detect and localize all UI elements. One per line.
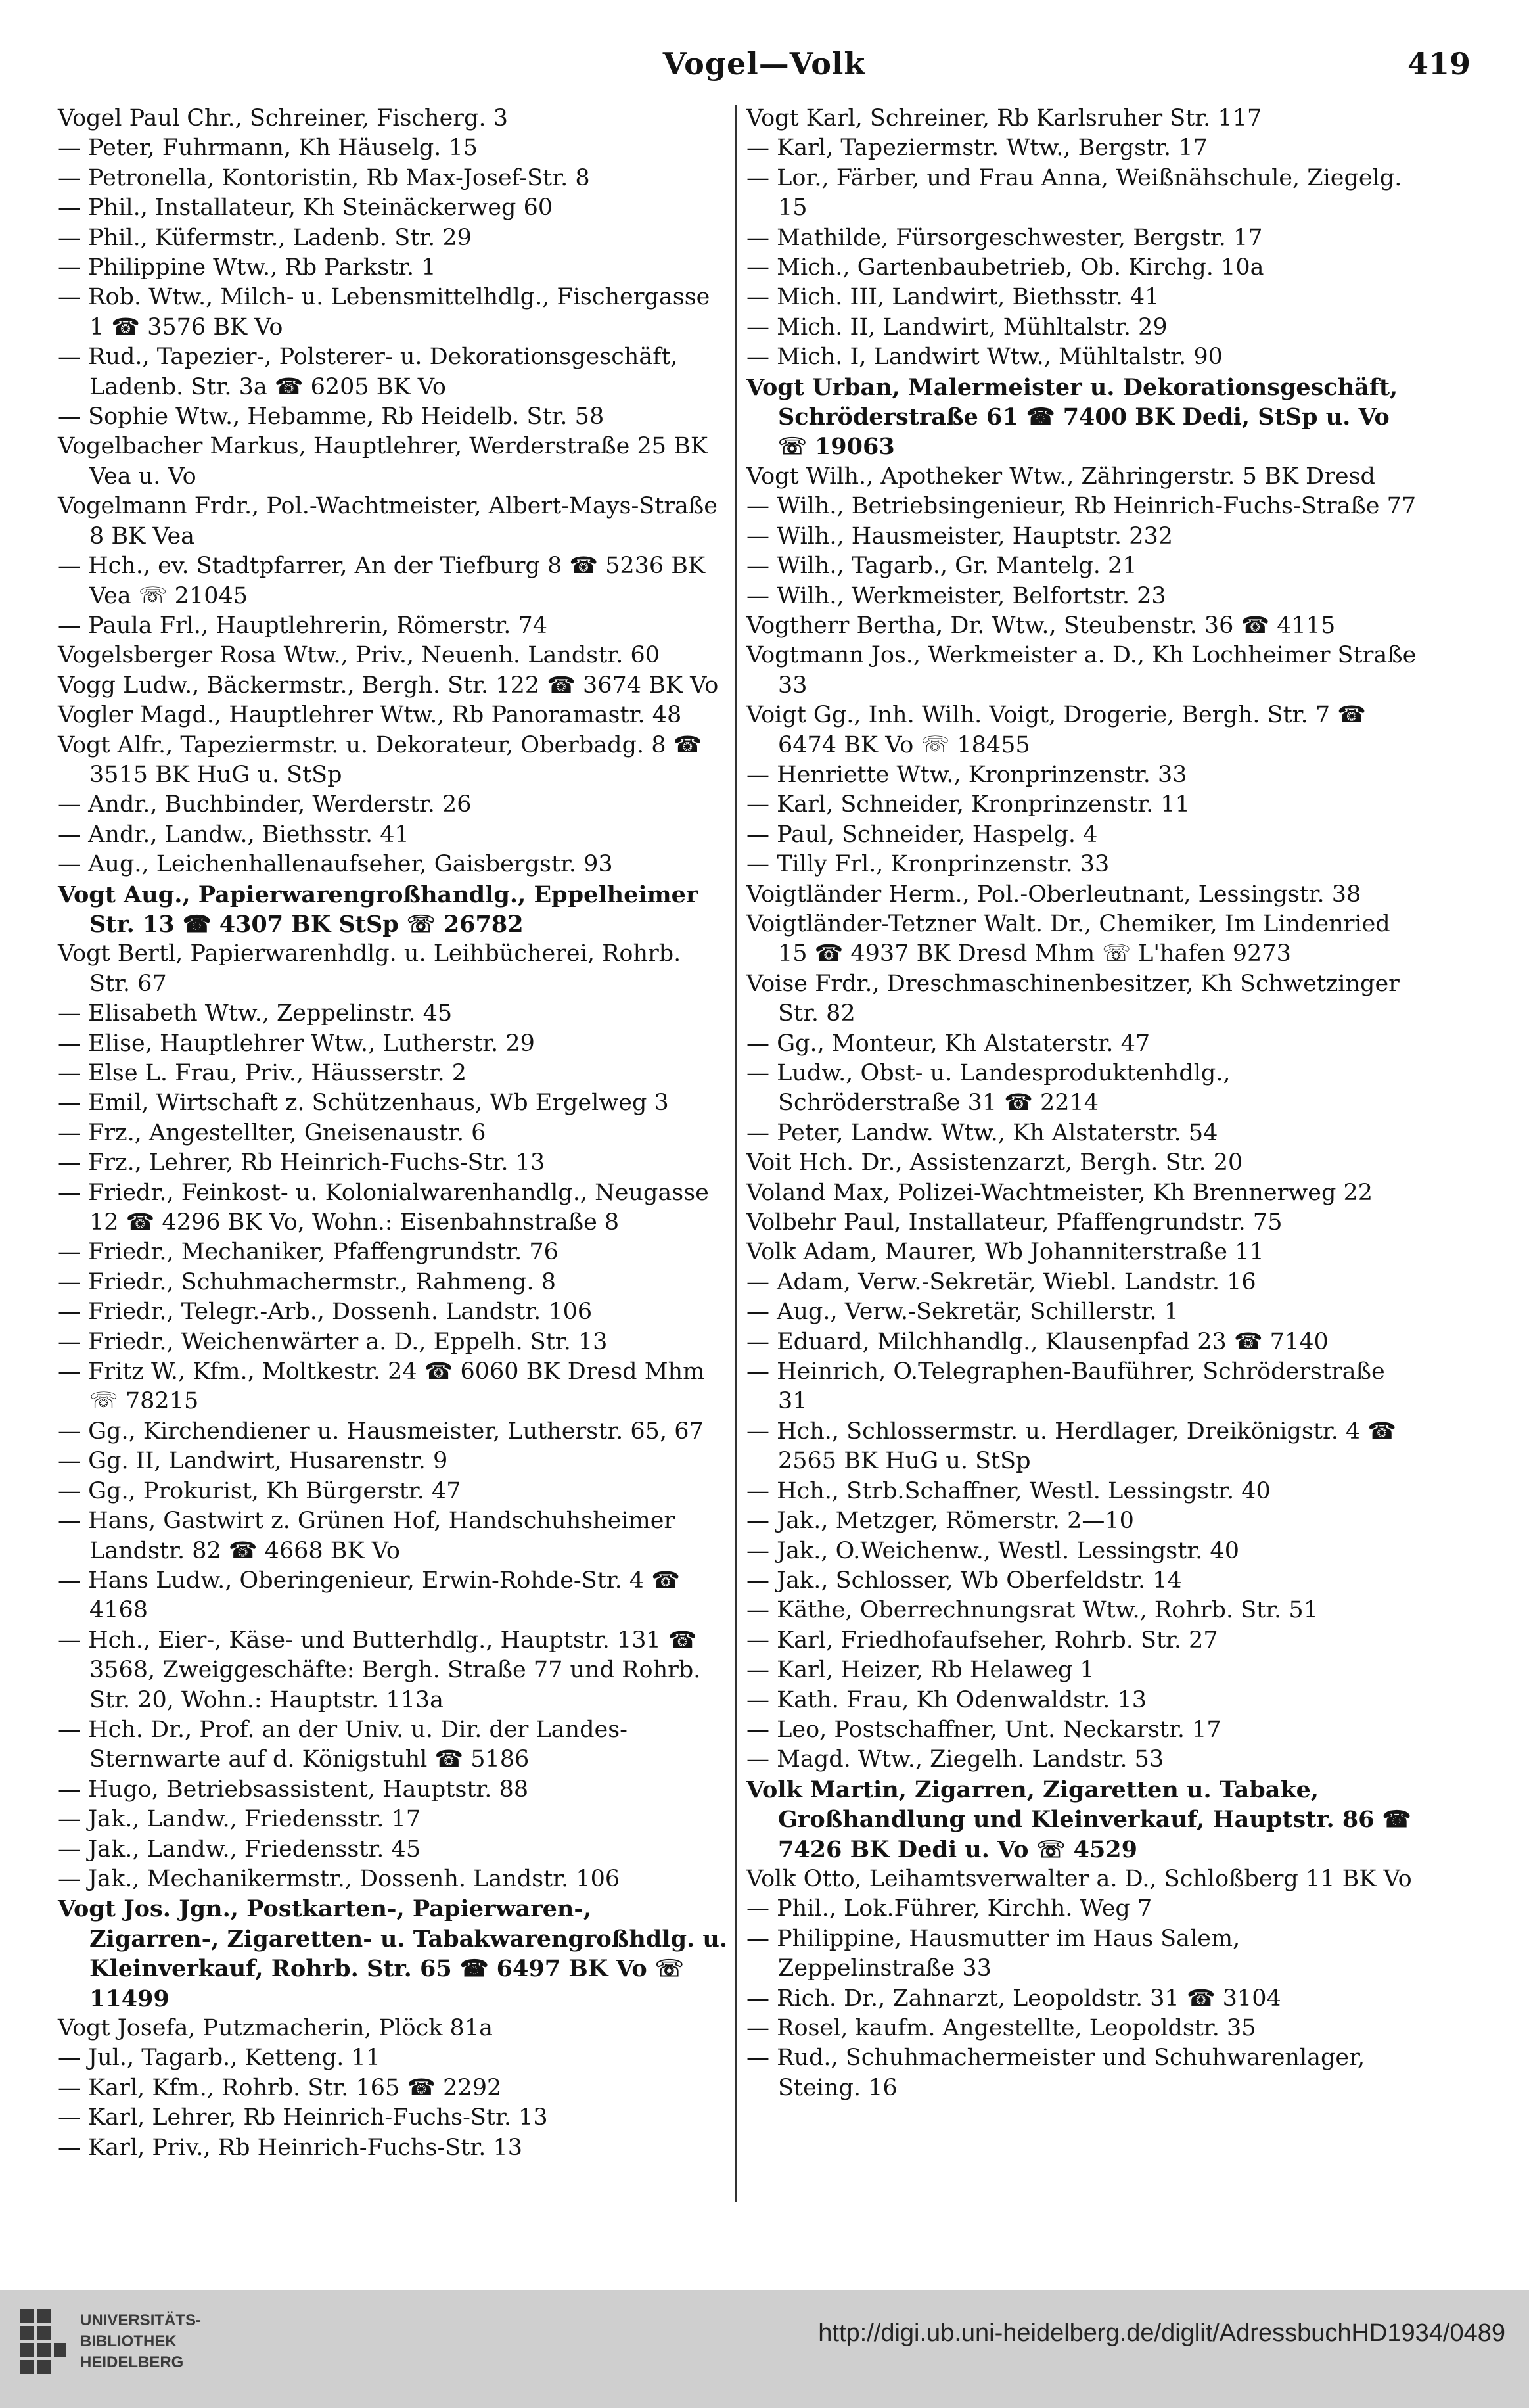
directory-entry: — Friedr., Feinkost- u. Kolonialwarenhandlg., Neugasse 12 ☎ 4296 BK Vo, Wohn.: Eisenbahnstraße 8 xyxy=(58,1179,709,1236)
directory-entry: — Magd. Wtw., Ziegelh. Landstr. 53 xyxy=(746,1746,1164,1773)
directory-entry: — Peter, Fuhrmann, Kh Häuselg. 15 xyxy=(58,135,478,162)
directory-entry: Vogt Aug., Papierwarengroßhandlg., Eppelheimer Str. 13 ☎ 4307 BK StSp ☏ 26782 xyxy=(58,881,698,938)
directory-entry: — Jak., Landw., Friedensstr. 45 xyxy=(58,1836,421,1863)
directory-entry: — Friedr., Weichenwärter a. D., Eppelh. Str. 13 xyxy=(58,1328,608,1355)
directory-entry: — Else L. Frau, Priv., Häusserstr. 2 xyxy=(58,1060,467,1086)
directory-entry: — Mich. I, Landwirt Wtw., Mühltalstr. 90 xyxy=(746,344,1223,371)
institution-name xyxy=(80,2310,201,2373)
directory-entry: — Philippine Wtw., Rb Parkstr. 1 xyxy=(58,254,436,281)
directory-entry: — Rosel, kaufm. Angestellte, Leopoldstr. 35 xyxy=(746,2015,1256,2041)
directory-entry: — Hch., Strb.Schaffner, Westl. Lessingstr. 40 xyxy=(746,1477,1271,1504)
directory-entry: — Jul., Tagarb., Ketteng. 11 xyxy=(58,2045,381,2072)
directory-entry: Vogt Jos. Jgn., Postkarten-, Papierwaren-, Zigarren-, Zigaretten- u. Tabakwarengroßhdlg. u. Kleinverkauf, Rohrb. Str. 65 ☎ 6497 BK Vo ☏ 11499 xyxy=(58,1895,728,2012)
directory-entry: — Mich. III, Landwirt, Biethsstr. 41 xyxy=(746,284,1160,311)
directory-entry: — Hch., ev. Stadtpfarrer, An der Tiefburg 8 ☎ 5236 BK Vea ☏ 21045 xyxy=(58,553,706,609)
directory-entry: — Wilh., Hausmeister, Hauptstr. 232 xyxy=(746,522,1174,549)
institution-line: UNIVERSITÄTS- xyxy=(80,2311,202,2329)
directory-entry: — Mich., Gartenbaubetrieb, Ob. Kirchg. 10a xyxy=(746,254,1264,281)
directory-entry: Volk Adam, Maurer, Wb Johanniterstraße 11 xyxy=(746,1239,1264,1266)
directory-entry: — Fritz W., Kfm., Moltkestr. 24 ☎ 6060 BK Dresd Mhm ☏ 78215 xyxy=(58,1358,705,1415)
directory-entry: — Gg., Kirchendiener u. Hausmeister, Lutherstr. 65, 67 xyxy=(58,1418,704,1445)
directory-entry: — Jak., Schlosser, Wb Oberfeldstr. 14 xyxy=(746,1567,1182,1594)
directory-entry: Vogelmann Frdr., Pol.-Wachtmeister, Albert-Mays-Straße 8 BK Vea xyxy=(58,493,718,549)
directory-entry: — Karl, Priv., Rb Heinrich-Fuchs-Str. 13 xyxy=(58,2134,523,2161)
directory-entry: — Sophie Wtw., Hebamme, Rb Heidelb. Str. 58 xyxy=(58,404,605,430)
directory-entry: — Elisabeth Wtw., Zeppelinstr. 45 xyxy=(58,1000,453,1027)
directory-entry: — Eduard, Milchhandlg., Klausenpfad 23 ☎ 7140 xyxy=(746,1328,1329,1355)
directory-entry: Voigt Gg., Inh. Wilh. Voigt, Drogerie, Bergh. Str. 7 ☎ 6474 BK Vo ☏ 18455 xyxy=(746,702,1366,758)
directory-entry: Vogler Magd., Hauptlehrer Wtw., Rb Panoramastr. 48 xyxy=(58,702,682,729)
directory-entry: — Petronella, Kontoristin, Rb Max-Josef-Str. 8 xyxy=(58,164,590,191)
directory-entry: — Tilly Frl., Kronprinzenstr. 33 xyxy=(746,851,1110,878)
directory-entry: — Aug., Leichenhallenaufseher, Gaisbergstr. 93 xyxy=(58,851,613,878)
directory-entry: — Wilh., Tagarb., Gr. Mantelg. 21 xyxy=(746,553,1137,580)
directory-entry: — Peter, Landw. Wtw., Kh Alstaterstr. 54 xyxy=(746,1119,1218,1146)
directory-entry: — Karl, Schneider, Kronprinzenstr. 11 xyxy=(746,791,1190,818)
directory-entry: — Friedr., Schuhmachermstr., Rahmeng. 8 xyxy=(58,1268,556,1295)
directory-entry: Voland Max, Polizei-Wachtmeister, Kh Brennerweg 22 xyxy=(746,1179,1373,1206)
directory-entry: — Gg., Monteur, Kh Alstaterstr. 47 xyxy=(746,1030,1151,1057)
directory-entry: Voigtländer Herm., Pol.-Oberleutnant, Lessingstr. 38 xyxy=(746,881,1361,908)
directory-entry: — Gg., Prokurist, Kh Bürgerstr. 47 xyxy=(58,1477,461,1504)
directory-entry: — Adam, Verw.-Sekretär, Wiebl. Landstr. 16 xyxy=(746,1268,1256,1295)
right-column xyxy=(746,104,1417,2103)
directory-entry: — Henriette Wtw., Kronprinzenstr. 33 xyxy=(746,761,1187,788)
directory-entry: Vogt Bertl, Papierwarenhdlg. u. Leihbücherei, Rohrb. Str. 67 xyxy=(58,940,681,997)
running-title: Vogel—Volk xyxy=(662,46,866,81)
directory-entry: Voit Hch. Dr., Assistenzarzt, Bergh. Str. 20 xyxy=(746,1149,1243,1176)
directory-entry: — Mathilde, Fürsorgeschwester, Bergstr. 17 xyxy=(746,224,1263,251)
directory-entry: — Mich. II, Landwirt, Mühltalstr. 29 xyxy=(746,313,1168,340)
directory-entry: — Heinrich, O.Telegraphen-Bauführer, Schröderstraße 31 xyxy=(746,1358,1385,1415)
directory-entry: — Friedr., Telegr.-Arb., Dossenh. Landstr. 106 xyxy=(58,1299,593,1326)
directory-entry: Vogelbacher Markus, Hauptlehrer, Werderstraße 25 BK Vea u. Vo xyxy=(58,433,708,490)
directory-entry: — Phil., Installateur, Kh Steinäckerweg 60 xyxy=(58,195,553,221)
directory-entry: — Hans Ludw., Oberingenieur, Erwin-Rohde-Str. 4 ☎ 4168 xyxy=(58,1567,680,1624)
source-url-link[interactable]: http://digi.ub.uni-heidelberg.de/diglit/AdressbuchHD1934/0489 xyxy=(818,2319,1505,2347)
directory-entry: Voigtländer-Tetzner Walt. Dr., Chemiker, Im Lindenried 15 ☎ 4937 BK Dresd Mhm ☏ L'hafen 9273 xyxy=(746,910,1390,967)
directory-entry: — Jak., Metzger, Römerstr. 2—10 xyxy=(746,1508,1134,1535)
footer-bar xyxy=(0,2290,1529,2408)
directory-entry: Vogtherr Bertha, Dr. Wtw., Steubenstr. 36 ☎ 4115 xyxy=(746,612,1336,639)
ub-heidelberg-logo-icon xyxy=(20,2309,66,2374)
column-divider xyxy=(735,105,737,2202)
directory-entry: — Andr., Landw., Biethsstr. 41 xyxy=(58,821,409,848)
directory-entry: — Jak., O.Weichenw., Westl. Lessingstr. 40 xyxy=(746,1537,1240,1564)
directory-entry: Vogt Wilh., Apotheker Wtw., Zähringerstr. 5 BK Dresd xyxy=(746,463,1375,490)
directory-entry: Volk Martin, Zigarren, Zigaretten u. Tabake, Großhandlung und Kleinverkauf, Hauptstr. 86 ☎ 7426 BK Dedi u. Vo ☏ 4529 xyxy=(746,1776,1411,1863)
directory-entry: Vogt Karl, Schreiner, Rb Karlsruher Str. 117 xyxy=(746,105,1262,131)
directory-entry: — Rud., Schuhmachermeister und Schuhwarenlager, Steing. 16 xyxy=(746,2045,1365,2101)
directory-entry: — Karl, Heizer, Rb Helaweg 1 xyxy=(746,1657,1095,1684)
directory-entry: — Lor., Färber, und Frau Anna, Weißnähschule, Ziegelg. 15 xyxy=(746,164,1402,221)
directory-entry: — Wilh., Werkmeister, Belfortstr. 23 xyxy=(746,582,1166,609)
directory-entry: Vogelsberger Rosa Wtw., Priv., Neuenh. Landstr. 60 xyxy=(58,642,660,669)
directory-entry: — Frz., Angestellter, Gneisenaustr. 6 xyxy=(58,1119,486,1146)
directory-entry: — Rob. Wtw., Milch- u. Lebensmittelhdlg., Fischergasse 1 ☎ 3576 BK Vo xyxy=(58,284,710,340)
directory-entry: — Kath. Frau, Kh Odenwaldstr. 13 xyxy=(746,1686,1147,1713)
directory-entry: — Elise, Hauptlehrer Wtw., Lutherstr. 29 xyxy=(58,1030,535,1057)
directory-entry: — Rud., Tapezier-, Polsterer- u. Dekorationsgeschäft, Ladenb. Str. 3a ☎ 6205 BK Vo xyxy=(58,344,678,400)
directory-entry: — Hugo, Betriebsassistent, Hauptstr. 88 xyxy=(58,1776,529,1803)
directory-entry: — Jak., Mechanikermstr., Dossenh. Landstr. 106 xyxy=(58,1865,620,1892)
directory-entry: — Aug., Verw.-Sekretär, Schillerstr. 1 xyxy=(746,1299,1179,1326)
directory-entry: Voise Frdr., Dreschmaschinenbesitzer, Kh Schwetzinger Str. 82 xyxy=(746,970,1400,1027)
directory-entry: — Käthe, Oberrechnungsrat Wtw., Rohrb. Str. 51 xyxy=(746,1597,1318,1624)
directory-entry: — Gg. II, Landwirt, Husarenstr. 9 xyxy=(58,1448,448,1475)
directory-entry: — Wilh., Betriebsingenieur, Rb Heinrich-Fuchs-Straße 77 xyxy=(746,493,1417,520)
directory-entry: — Phil., Lok.Führer, Kirchh. Weg 7 xyxy=(746,1895,1152,1922)
directory-entry: — Friedr., Mechaniker, Pfaffengrundstr. 76 xyxy=(58,1239,559,1266)
directory-entry: — Paul, Schneider, Haspelg. 4 xyxy=(746,821,1098,848)
directory-entry: — Emil, Wirtschaft z. Schützenhaus, Wb Ergelweg 3 xyxy=(58,1090,669,1117)
directory-entry: — Karl, Friedhofaufseher, Rohrb. Str. 27 xyxy=(746,1627,1218,1654)
directory-entry: — Hch., Eier-, Käse- und Butterhdlg., Hauptstr. 131 ☎ 3568, Zweiggeschäfte: Bergh. Straße 77 und Rohrb. Str. 20, Wohn.: Hauptstr. 113a xyxy=(58,1627,701,1713)
page-header xyxy=(58,46,1471,85)
directory-entry: — Jak., Landw., Friedensstr. 17 xyxy=(58,1806,421,1833)
directory-entry: — Karl, Kfm., Rohrb. Str. 165 ☎ 2292 xyxy=(58,2074,502,2101)
directory-entry: — Philippine, Hausmutter im Haus Salem, Zeppelinstraße 33 xyxy=(746,1925,1241,1982)
directory-entry: — Rich. Dr., Zahnarzt, Leopoldstr. 31 ☎ 3104 xyxy=(746,1985,1281,2012)
directory-entry: — Karl, Tapeziermstr. Wtw., Bergstr. 17 xyxy=(746,135,1208,162)
directory-entry: — Hans, Gastwirt z. Grünen Hof, Handschuhsheimer Landstr. 82 ☎ 4668 BK Vo xyxy=(58,1508,675,1564)
directory-entry: Vogt Urban, Malermeister u. Dekorationsgeschäft, Schröderstraße 61 ☎ 7400 BK Dedi, StSp u. Vo ☏ 19063 xyxy=(746,373,1398,461)
directory-entry: Vogtmann Jos., Werkmeister a. D., Kh Lochheimer Straße 33 xyxy=(746,642,1417,699)
directory-entry: — Hch., Schlossermstr. u. Herdlager, Dreikönigstr. 4 ☎ 2565 BK HuG u. StSp xyxy=(746,1418,1397,1475)
directory-entry: — Ludw., Obst- u. Landesproduktenhdlg., Schröderstraße 31 ☎ 2214 xyxy=(746,1060,1231,1117)
directory-entry: — Phil., Küfermstr., Ladenb. Str. 29 xyxy=(58,224,472,251)
directory-entry: Vogel Paul Chr., Schreiner, Fischerg. 3 xyxy=(58,105,508,131)
directory-entry: — Frz., Lehrer, Rb Heinrich-Fuchs-Str. 13 xyxy=(58,1149,545,1176)
directory-entry: Volk Otto, Leihamtsverwalter a. D., Schloßberg 11 BK Vo xyxy=(746,1865,1412,1892)
directory-entry: — Karl, Lehrer, Rb Heinrich-Fuchs-Str. 13 xyxy=(58,2104,548,2131)
directory-entry: — Hch. Dr., Prof. an der Univ. u. Dir. der Landes-Sternwarte auf d. Königstuhl ☎ 5186 xyxy=(58,1716,628,1773)
directory-entry: Vogt Alfr., Tapeziermstr. u. Dekorateur, Oberbadg. 8 ☎ 3515 BK HuG u. StSp xyxy=(58,731,702,788)
directory-entry: — Paula Frl., Hauptlehrerin, Römerstr. 74 xyxy=(58,612,548,639)
directory-entry: Volbehr Paul, Installateur, Pfaffengrundstr. 75 xyxy=(746,1209,1283,1236)
directory-entry: — Andr., Buchbinder, Werderstr. 26 xyxy=(58,791,472,818)
institution-line: HEIDELBERG xyxy=(80,2353,184,2371)
directory-entry: Vogg Ludw., Bäckermstr., Bergh. Str. 122 ☎ 3674 BK Vo xyxy=(58,672,719,699)
directory-entry: Vogt Josefa, Putzmacherin, Plöck 81a xyxy=(58,2015,493,2041)
directory-entry: — Leo, Postschaffner, Unt. Neckarstr. 17 xyxy=(746,1716,1221,1743)
page-number: 419 xyxy=(1407,46,1471,81)
institution-line: BIBLIOTHEK xyxy=(80,2332,177,2350)
left-column xyxy=(58,104,728,2163)
